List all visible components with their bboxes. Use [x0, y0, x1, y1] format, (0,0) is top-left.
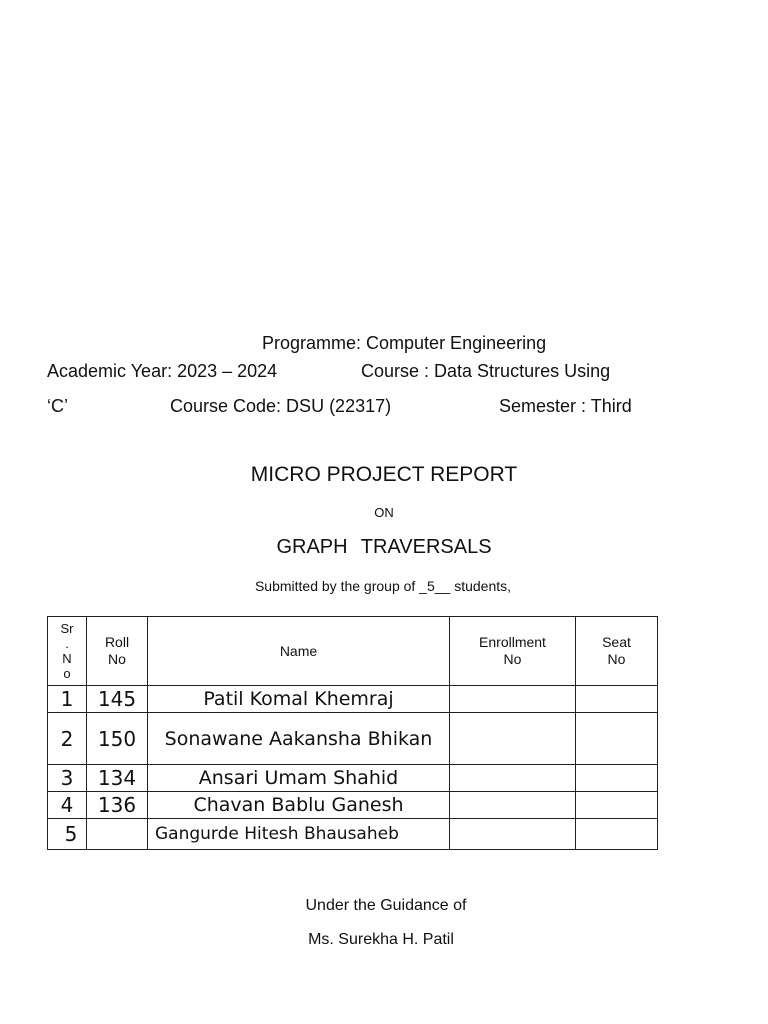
table-row [48, 819, 658, 850]
cell-name: Gangurde Hitesh Bhausaheb [148, 819, 450, 850]
table-row [48, 792, 658, 819]
course-name: Course : Data Structures Using [361, 361, 611, 381]
cell-enrollment [450, 765, 576, 792]
header-sr-no-line: N [62, 651, 72, 666]
cell-enrollment [450, 713, 576, 765]
header-seat-no [576, 617, 658, 686]
cell-name: Patil Komal Khemraj [148, 686, 450, 713]
course-code: Course Code: DSU (22317) [170, 396, 392, 416]
submitted-by: Submitted by the group of _5__ students, [254, 578, 512, 594]
cell-roll [87, 819, 148, 850]
cell-seat [576, 819, 658, 850]
header-sr-no-line: . [65, 636, 69, 651]
cell-roll: 134 [87, 765, 148, 792]
header-sr-no-line: o [63, 666, 71, 681]
cell-seat [576, 713, 658, 765]
cell-roll: 150 [87, 713, 148, 765]
report-on: ON [374, 505, 394, 520]
header-roll-line: No [108, 651, 126, 667]
students-table [47, 616, 658, 850]
table-row [48, 713, 658, 765]
cell-enrollment [450, 686, 576, 713]
header-name: Name [148, 617, 450, 686]
report-topic: GRAPH TRAVERSALS [276, 536, 492, 558]
cell-seat [576, 792, 658, 819]
cell-roll: 136 [87, 792, 148, 819]
cell-sr: 5 [48, 819, 87, 850]
guide-name: Ms. Surekha H. Patil [308, 931, 454, 948]
header-roll-line: Roll [104, 634, 130, 650]
cell-sr: 3 [48, 765, 87, 792]
header-sr-no [48, 617, 87, 686]
cell-enrollment [450, 792, 576, 819]
header-enrollment-line: No [503, 651, 522, 667]
table-header-row [48, 617, 658, 686]
cell-name: Ansari Umam Shahid [148, 765, 450, 792]
cell-sr: 4 [48, 792, 87, 819]
table-row [48, 765, 658, 792]
header-enrollment-no [450, 617, 576, 686]
report-title: MICRO PROJECT REPORT [250, 463, 518, 486]
header-roll-no [87, 617, 148, 686]
cell-sr: 1 [48, 686, 87, 713]
header-enrollment-line: Enrollment [479, 634, 546, 650]
cell-sr: 2 [48, 713, 87, 765]
cell-roll: 145 [87, 686, 148, 713]
header-seat-line: No [607, 651, 626, 667]
guidance-label: Under the Guidance of [305, 897, 467, 914]
cell-name: Sonawane Aakansha Bhikan [148, 713, 450, 765]
cell-name: Chavan Bablu Ganesh [148, 792, 450, 819]
cell-enrollment [450, 819, 576, 850]
course-name-continued: ‘C’ [47, 396, 68, 416]
semester: Semester : Third [499, 396, 632, 416]
programme-line: Programme: Computer Engineering [262, 333, 547, 353]
cell-seat [576, 686, 658, 713]
table-row [48, 686, 658, 713]
cell-seat [576, 765, 658, 792]
header-sr-no-line: Sr [60, 621, 74, 636]
header-seat-line: Seat [602, 634, 631, 650]
academic-year: Academic Year: 2023 – 2024 [47, 361, 278, 381]
